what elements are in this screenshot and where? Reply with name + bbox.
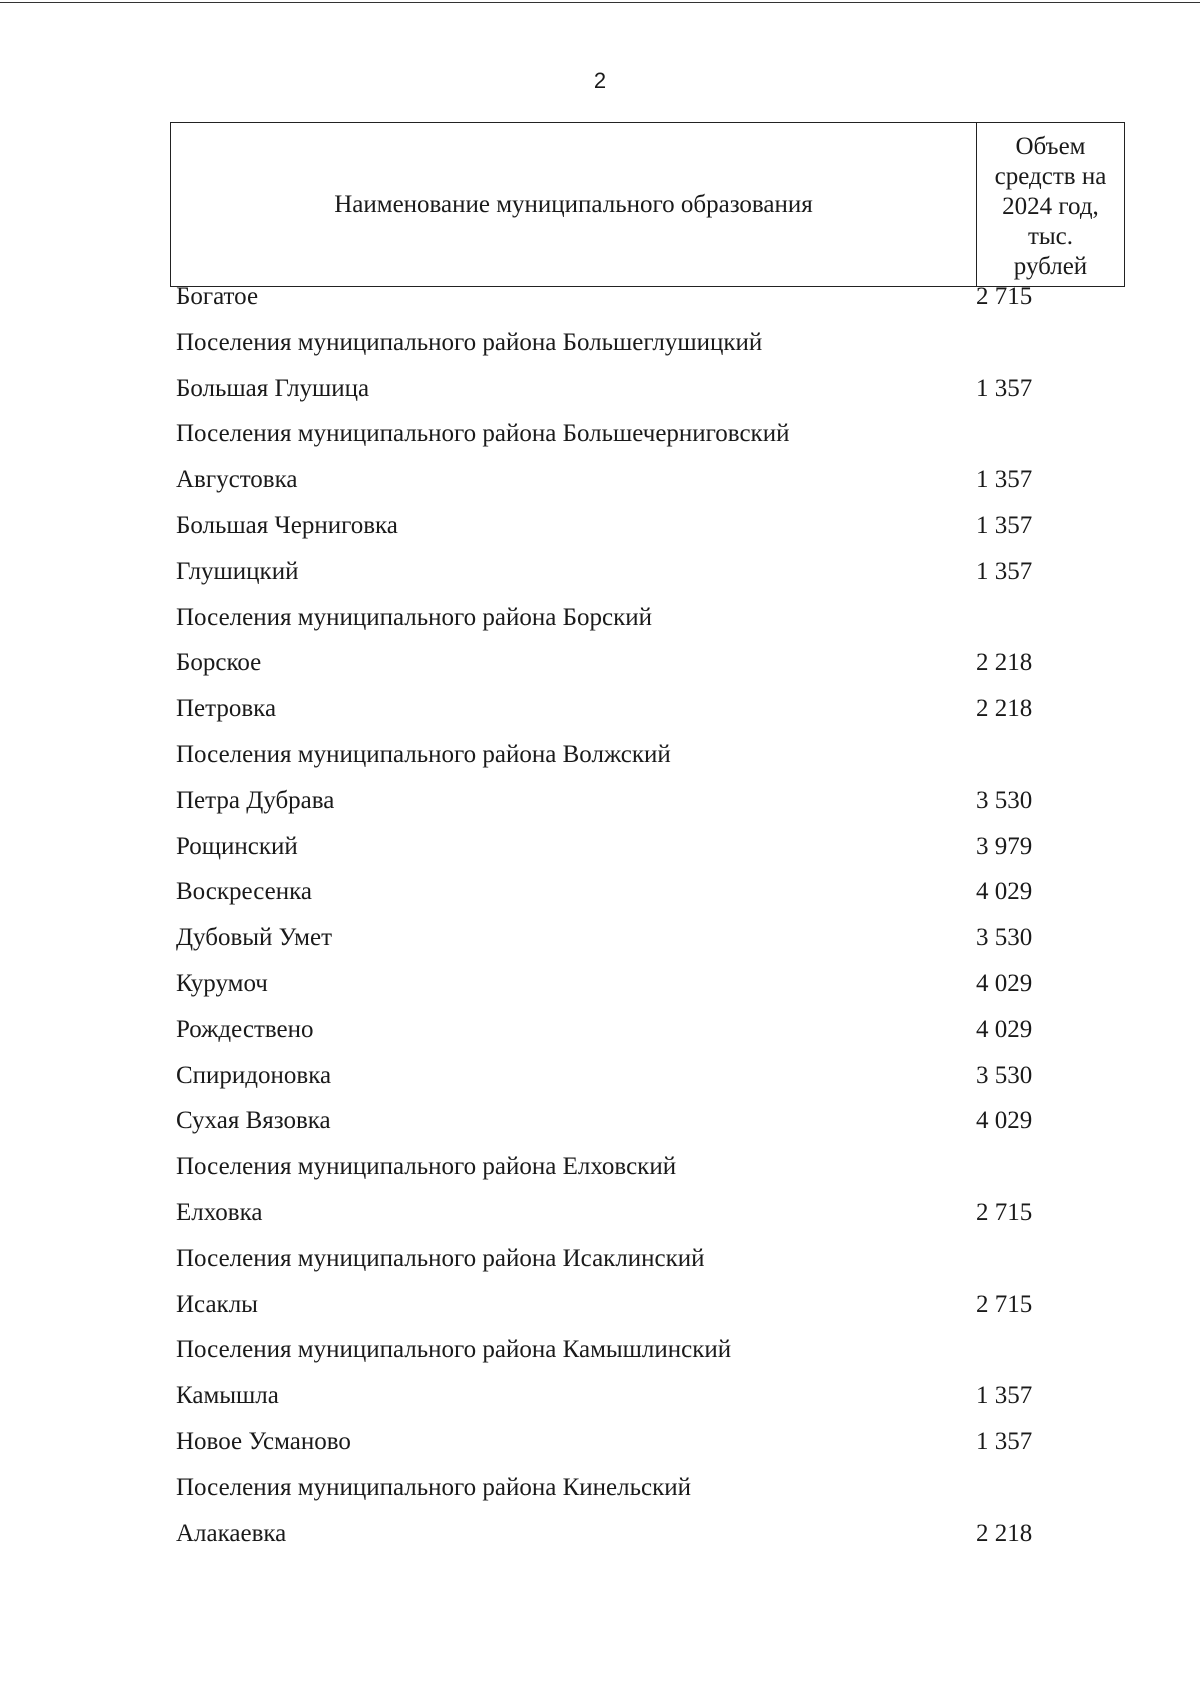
- row-value: 1 357: [976, 511, 1033, 539]
- table-row: [176, 1108, 1096, 1154]
- row-value: 4 029: [976, 1015, 1033, 1043]
- row-name: Воскресенка: [176, 878, 312, 906]
- top-border-line: [0, 2, 1200, 3]
- table-row: [176, 330, 1096, 376]
- table-row: [176, 513, 1096, 559]
- row-name: Рождествено: [176, 1015, 314, 1043]
- row-value: 2 218: [976, 1519, 1033, 1547]
- row-value: 4 029: [976, 878, 1033, 906]
- row-value: 2 218: [976, 649, 1033, 677]
- row-name: Большая Глушица: [176, 374, 370, 402]
- table-row: [176, 879, 1096, 925]
- row-value: 1 357: [976, 1382, 1033, 1410]
- table-row: [176, 1017, 1096, 1063]
- header-name-cell: Наименование муниципального образования: [171, 123, 977, 286]
- row-name: Поселения муниципального района Камышлинский: [176, 1336, 732, 1364]
- row-value: 1 357: [976, 557, 1033, 585]
- header-value-line: 2024 год,: [1002, 192, 1099, 220]
- row-name: Курумоч: [176, 969, 268, 997]
- table-row: [176, 1154, 1096, 1200]
- row-value: 1 357: [976, 466, 1033, 494]
- row-name: Спиридоновка: [176, 1061, 332, 1089]
- row-value: 3 530: [976, 786, 1033, 814]
- table-row: [176, 421, 1096, 467]
- row-name: Поселения муниципального района Кинельский: [176, 1473, 692, 1501]
- table-row: [176, 1521, 1096, 1567]
- header-value-line: тыс.: [1027, 222, 1074, 250]
- row-name: Камышла: [176, 1382, 279, 1410]
- row-value: 1 357: [976, 1427, 1033, 1455]
- row-value: 3 979: [976, 832, 1033, 860]
- table-row: [176, 559, 1096, 605]
- table-row: [176, 1337, 1096, 1383]
- row-value: 4 029: [976, 969, 1033, 997]
- row-name: Сухая Вязовка: [176, 1107, 331, 1135]
- row-value: 1 357: [976, 374, 1033, 402]
- row-name: Поселения муниципального района Большечерниговский: [176, 420, 790, 448]
- row-name: Петра Дубрава: [176, 786, 335, 814]
- row-name: Борское: [176, 649, 262, 677]
- table-header: [170, 122, 1125, 287]
- row-value: 3 530: [976, 924, 1033, 952]
- row-value: 2 715: [976, 1198, 1033, 1226]
- row-name: Богатое: [176, 283, 259, 310]
- table-row: [176, 834, 1096, 880]
- header-value-line: Объем: [1015, 132, 1086, 160]
- table-row: [176, 696, 1096, 742]
- header-value-cell: [977, 123, 1124, 286]
- row-value: 3 530: [976, 1061, 1033, 1089]
- table-row: [176, 925, 1096, 971]
- row-name: Елховка: [176, 1198, 263, 1226]
- table-row: [176, 1383, 1096, 1429]
- table-row: [176, 284, 1096, 330]
- table-row: [176, 788, 1096, 834]
- row-value: 2 715: [976, 1290, 1033, 1318]
- table-row: [176, 376, 1096, 422]
- table-row: [176, 742, 1096, 788]
- row-name: Рощинский: [176, 832, 298, 860]
- table-row: [176, 605, 1096, 651]
- header-value-line: рублей: [1013, 252, 1088, 280]
- row-value: 4 029: [976, 1107, 1033, 1135]
- row-name: Глушицкий: [176, 557, 299, 585]
- row-value: 2 715: [976, 283, 1033, 310]
- row-name: Поселения муниципального района Большеглушицкий: [176, 328, 763, 356]
- table-row: [176, 1475, 1096, 1521]
- row-name: Исаклы: [176, 1290, 258, 1318]
- row-name: Поселения муниципального района Исаклинский: [176, 1244, 705, 1272]
- table-row: [176, 467, 1096, 513]
- row-name: Поселения муниципального района Елховский: [176, 1153, 677, 1181]
- row-value: 2 218: [976, 695, 1033, 723]
- row-name: Дубовый Умет: [176, 924, 333, 952]
- header-value-line: средств на: [994, 162, 1107, 190]
- row-name: Петровка: [176, 695, 277, 723]
- table-row: [176, 1200, 1096, 1246]
- table-row: [176, 971, 1096, 1017]
- row-name: Поселения муниципального района Волжский: [176, 740, 671, 768]
- table-body: [176, 284, 1096, 1566]
- row-name: Августовка: [176, 466, 298, 494]
- table-row: [176, 1292, 1096, 1338]
- table-row: [176, 1429, 1096, 1475]
- table-row: [176, 1063, 1096, 1109]
- table-row: [176, 1246, 1096, 1292]
- table-row: [176, 650, 1096, 696]
- page-number: 2: [593, 68, 607, 93]
- row-name: Алакаевка: [176, 1519, 287, 1547]
- row-name: Поселения муниципального района Борский: [176, 603, 652, 631]
- row-name: Большая Черниговка: [176, 511, 398, 539]
- row-name: Новое Усманово: [176, 1427, 351, 1455]
